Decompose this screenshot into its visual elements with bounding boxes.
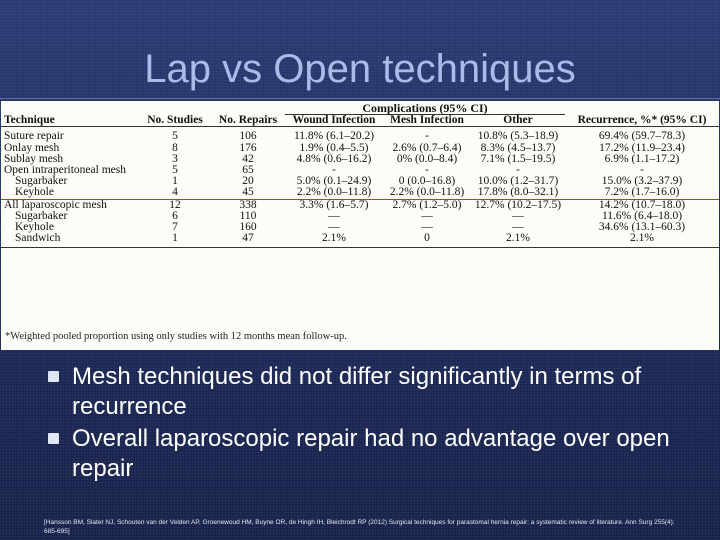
- cell-mesh-infection: —: [421, 209, 433, 222]
- cell-other: 10.8% (5.3–18.9): [477, 130, 559, 143]
- cell-other: 8.3% (4.5–13.7): [480, 141, 556, 154]
- col-header-mesh-infection: Mesh Infection: [383, 115, 471, 127]
- cell-technique: Keyhole: [15, 186, 54, 199]
- cell-repairs: 47: [211, 233, 285, 248]
- bullet-item: [48, 362, 688, 422]
- cell-other: 7.1% (1.5–19.5): [480, 152, 556, 165]
- col-header-other: Other: [471, 115, 565, 127]
- cell-other: -: [516, 164, 520, 177]
- bullet-item: [48, 424, 688, 484]
- cell-recurrence: 6.9% (1.1–17.2): [604, 152, 680, 165]
- cell-wound-infection: 2.2% (0.0–11.8): [296, 186, 372, 199]
- cell-repairs: 338: [211, 199, 285, 211]
- cell-repairs: 106: [239, 130, 257, 143]
- cell-technique: Sandwich: [1, 233, 139, 248]
- cell-studies: 8: [172, 141, 178, 154]
- cell-wound-infection: 2.1%: [285, 233, 383, 248]
- cell-other: 2.1%: [471, 233, 565, 248]
- table-row: [1, 127, 719, 143]
- cell-wound-infection: —: [328, 221, 340, 234]
- cell-recurrence: 69.4% (59.7–78.3): [598, 130, 686, 143]
- bullet-list: [48, 362, 688, 484]
- cell-wound-infection: 3.3% (1.6–5.7): [285, 199, 383, 211]
- cell-mesh-infection: 2.7% (1.2–5.0): [383, 199, 471, 211]
- cell-technique: Sublay mesh: [4, 152, 64, 165]
- cell-recurrence: 14.2% (10.7–18.0): [565, 199, 719, 211]
- cell-repairs: 176: [239, 141, 257, 154]
- cell-studies: 7: [172, 221, 178, 234]
- slide-title: Lap vs Open techniques: [144, 47, 576, 91]
- cell-recurrence: -: [640, 164, 644, 177]
- cell-studies: 5: [172, 164, 178, 177]
- cell-mesh-infection: -: [425, 130, 429, 143]
- cell-repairs: 160: [239, 221, 257, 234]
- cell-wound-infection: 1.9% (0.4–5.5): [299, 141, 369, 154]
- cell-wound-infection: 5.0% (0.1–24.9): [296, 175, 372, 188]
- cell-mesh-infection: 2.6% (0.7–6.4): [392, 141, 462, 154]
- table-row: [1, 222, 719, 233]
- cell-technique: Keyhole: [15, 221, 54, 234]
- table-row: [1, 233, 719, 248]
- cell-recurrence: 34.6% (13.1–60.3): [598, 221, 686, 234]
- cell-recurrence: 11.6% (6.4–18.0): [601, 209, 683, 222]
- cell-technique: Onlay mesh: [4, 141, 60, 154]
- col-header-technique: Technique: [1, 115, 139, 127]
- cell-mesh-infection: 0: [383, 233, 471, 248]
- cell-wound-infection: 11.8% (6.1–20.2): [293, 130, 375, 143]
- complications-group-header: Complications (95% CI): [285, 103, 565, 115]
- table-footnote: *Weighted pooled proportion using only studies with 12 months mean follow-up.: [5, 331, 347, 342]
- cell-studies: 3: [172, 152, 178, 165]
- cell-mesh-infection: 0% (0.0–8.4): [396, 152, 458, 165]
- cell-technique: Sugarbaker: [15, 175, 68, 188]
- cell-wound-infection: -: [332, 164, 336, 177]
- cell-recurrence: 17.2% (11.9–23.4): [599, 141, 685, 154]
- cell-other: —: [512, 221, 524, 234]
- cell-mesh-infection: —: [421, 221, 433, 234]
- cell-studies: 1: [172, 175, 178, 188]
- cell-repairs: 45: [242, 186, 254, 199]
- col-header-recurrence: Recurrence, %* (95% CI): [565, 115, 719, 127]
- cell-recurrence: 7.2% (1.7–16.0): [604, 186, 680, 199]
- cell-mesh-infection: 2.2% (0.0–11.8): [389, 186, 465, 199]
- cell-wound-infection: 4.8% (0.6–16.2): [296, 152, 372, 165]
- cell-wound-infection: —: [328, 209, 340, 222]
- cell-mesh-infection: -: [425, 164, 429, 177]
- cell-other: 17.8% (8.0–32.1): [477, 186, 559, 199]
- cell-repairs: 65: [242, 164, 254, 177]
- cell-repairs: 110: [239, 209, 257, 222]
- cell-repairs: 42: [242, 152, 254, 165]
- cell-studies: 6: [172, 209, 178, 222]
- col-header-wound-infection: Wound Infection: [285, 115, 383, 127]
- cell-other: —: [512, 209, 524, 222]
- cell-technique: Open intraperitoneal mesh: [4, 164, 126, 177]
- citation: [Hansson BM, Slater NJ, Schouten van der Velden AP, Groenewoud HM, Buyne OR, de Hingh IH, Bleichrodt RP (2012) Surgical techniques for parastomal hernia repair: a systematic review of literature. Ann Surg 255(4): 685-695]: [44, 519, 675, 535]
- cell-recurrence: 15.0% (3.2–37.9): [601, 175, 683, 188]
- cell-studies: 1: [139, 233, 211, 248]
- cell-other: 10.0% (1.2–31.7): [477, 175, 559, 188]
- square-bullet-icon: [48, 433, 59, 444]
- cell-technique: Suture repair: [4, 130, 64, 143]
- cell-recurrence: 2.1%: [565, 233, 719, 248]
- cell-studies: 4: [172, 186, 178, 199]
- title-divider: [0, 98, 720, 99]
- complications-table-panel: [1, 101, 719, 350]
- cell-technique: All laparoscopic mesh: [1, 199, 139, 211]
- cell-studies: 5: [172, 130, 178, 143]
- cell-mesh-infection: 0 (0.0–16.8): [398, 175, 456, 188]
- col-header-repairs: No. Repairs: [211, 115, 285, 127]
- col-header-studies: No. Studies: [139, 115, 211, 127]
- cell-studies: 12: [139, 199, 211, 211]
- table-row: [1, 187, 719, 199]
- complications-table: [1, 103, 719, 248]
- cell-technique: Sugarbaker: [15, 209, 68, 222]
- cell-repairs: 20: [242, 175, 254, 188]
- square-bullet-icon: [48, 371, 59, 382]
- bullet-text: Overall laparoscopic repair had no advantage over open repair: [72, 425, 670, 482]
- bullet-text: Mesh techniques did not differ significantly in terms of recurrence: [72, 363, 642, 420]
- cell-other: 12.7% (10.2–17.5): [471, 199, 565, 211]
